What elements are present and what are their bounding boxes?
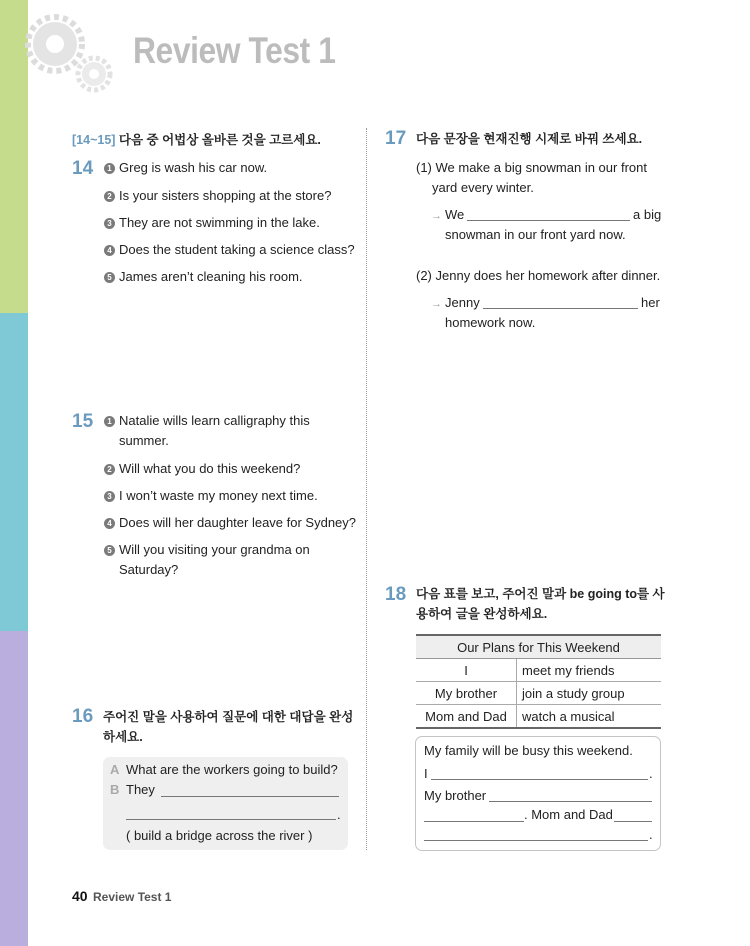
q16-question: A What are the workers going to build?	[110, 762, 338, 777]
q18-blank-2[interactable]	[489, 801, 652, 802]
table-row: Mom and Dad watch a musical	[416, 705, 661, 729]
q17-item-1: (1) We make a big snowman in our front yard every winter.	[416, 160, 647, 195]
gear-icon	[22, 2, 122, 97]
circled-number-icon: 3	[104, 491, 115, 502]
q18-instruction: 다음 표를 보고, 주어진 말과 be going to를 사 용하여 글을 완성하세요.	[416, 587, 665, 621]
table-title: Our Plans for This Weekend	[416, 635, 661, 659]
footer-label: Review Test 1	[93, 890, 172, 904]
q16-hint: ( build a bridge across the river )	[126, 828, 313, 843]
circled-number-icon: 5	[104, 272, 115, 283]
q17-item-2: (2) Jenny does her homework after dinner.	[416, 268, 661, 283]
q16-answer-blank-1[interactable]	[161, 796, 339, 797]
q17-item-1-answer-end: a big	[633, 207, 662, 222]
q14-option-5[interactable]: 5 James aren’t cleaning his room.	[104, 267, 303, 287]
question-number-16: 16	[72, 706, 94, 727]
q18-blank-1[interactable]	[431, 779, 648, 780]
page-number: 40	[72, 888, 88, 904]
q15-option-4[interactable]: 4 Does will her daughter leave for Sydney?	[104, 513, 356, 533]
q18-period-1: .	[649, 766, 653, 781]
table-row: My brother join a study group	[416, 682, 661, 705]
circled-number-icon: 5	[104, 545, 115, 556]
q16-instruction: 주어진 말을 사용하여 질문에 대한 대답을 완성 하세요.	[103, 710, 354, 744]
q14-option-3[interactable]: 3 They are not swimming in the lake.	[104, 213, 320, 233]
circled-number-icon: 1	[104, 163, 115, 174]
q14-15-instruction: [14~15] 다음 중 어법상 올바른 것을 고르세요.	[72, 133, 321, 147]
plans-table	[416, 634, 661, 729]
q17-item-1-blank[interactable]	[467, 220, 630, 221]
circled-number-icon: 2	[104, 191, 115, 202]
q18-passage-line1: My family will be busy this weekend.	[424, 743, 633, 758]
q15-option-3[interactable]: 3 I won’t waste my money next time.	[104, 486, 318, 506]
q14-option-4[interactable]: 4 Does the student taking a science class?	[104, 240, 355, 260]
question-number-14: 14	[72, 158, 94, 179]
q18-blank-5[interactable]	[424, 840, 648, 841]
page-title: Review Test 1	[133, 30, 336, 71]
q14-option-2[interactable]: 2 Is your sisters shopping at the store?	[104, 186, 331, 206]
q15-option-5[interactable]: 5 Will you visiting your grandma on Saturday?	[104, 540, 310, 580]
q18-passage-i: I	[424, 766, 428, 781]
q17-item-1-answer: → We	[431, 207, 465, 222]
arrow-icon: →	[431, 298, 442, 310]
q18-passage-brother: My brother	[424, 788, 487, 803]
circled-number-icon: 3	[104, 218, 115, 229]
question-number-15: 15	[72, 411, 94, 432]
q15-option-1[interactable]: 1 Natalie wills learn calligraphy this summer.	[104, 411, 310, 451]
q14-option-1[interactable]: 1 Greg is wash his car now.	[104, 158, 267, 178]
q16-answer-blank-2[interactable]	[126, 819, 336, 820]
q18-blank-3[interactable]	[424, 821, 524, 822]
q17-item-2-answer: → Jenny	[431, 295, 480, 310]
question-number-17: 17	[385, 128, 407, 149]
q16-answer-start: B They	[110, 782, 155, 797]
q17-item-2-answer-line2: homework now.	[445, 315, 536, 330]
q17-item-2-blank[interactable]	[483, 308, 638, 309]
circled-number-icon: 4	[104, 518, 115, 529]
table-row: I meet my friends	[416, 659, 661, 682]
q15-option-2[interactable]: 2 Will what you do this weekend?	[104, 459, 300, 479]
q17-item-1-answer-line2: snowman in our front yard now.	[445, 227, 626, 242]
q18-period-2: .	[649, 827, 653, 842]
q18-passage-mom: . Mom and Dad	[524, 807, 613, 822]
side-strip-purple	[0, 631, 28, 946]
circled-number-icon: 1	[104, 416, 115, 427]
q17-item-2-answer-end: her	[641, 295, 660, 310]
arrow-icon: →	[431, 210, 442, 222]
question-number-18: 18	[385, 584, 407, 605]
circled-number-icon: 4	[104, 245, 115, 256]
side-strip-teal	[0, 313, 28, 631]
q16-period: .	[337, 807, 341, 822]
q17-instruction: 다음 문장을 현재진행 시제로 바꿔 쓰세요.	[416, 132, 643, 146]
column-divider	[366, 128, 367, 850]
circled-number-icon: 2	[104, 464, 115, 475]
q18-blank-4[interactable]	[614, 821, 652, 822]
